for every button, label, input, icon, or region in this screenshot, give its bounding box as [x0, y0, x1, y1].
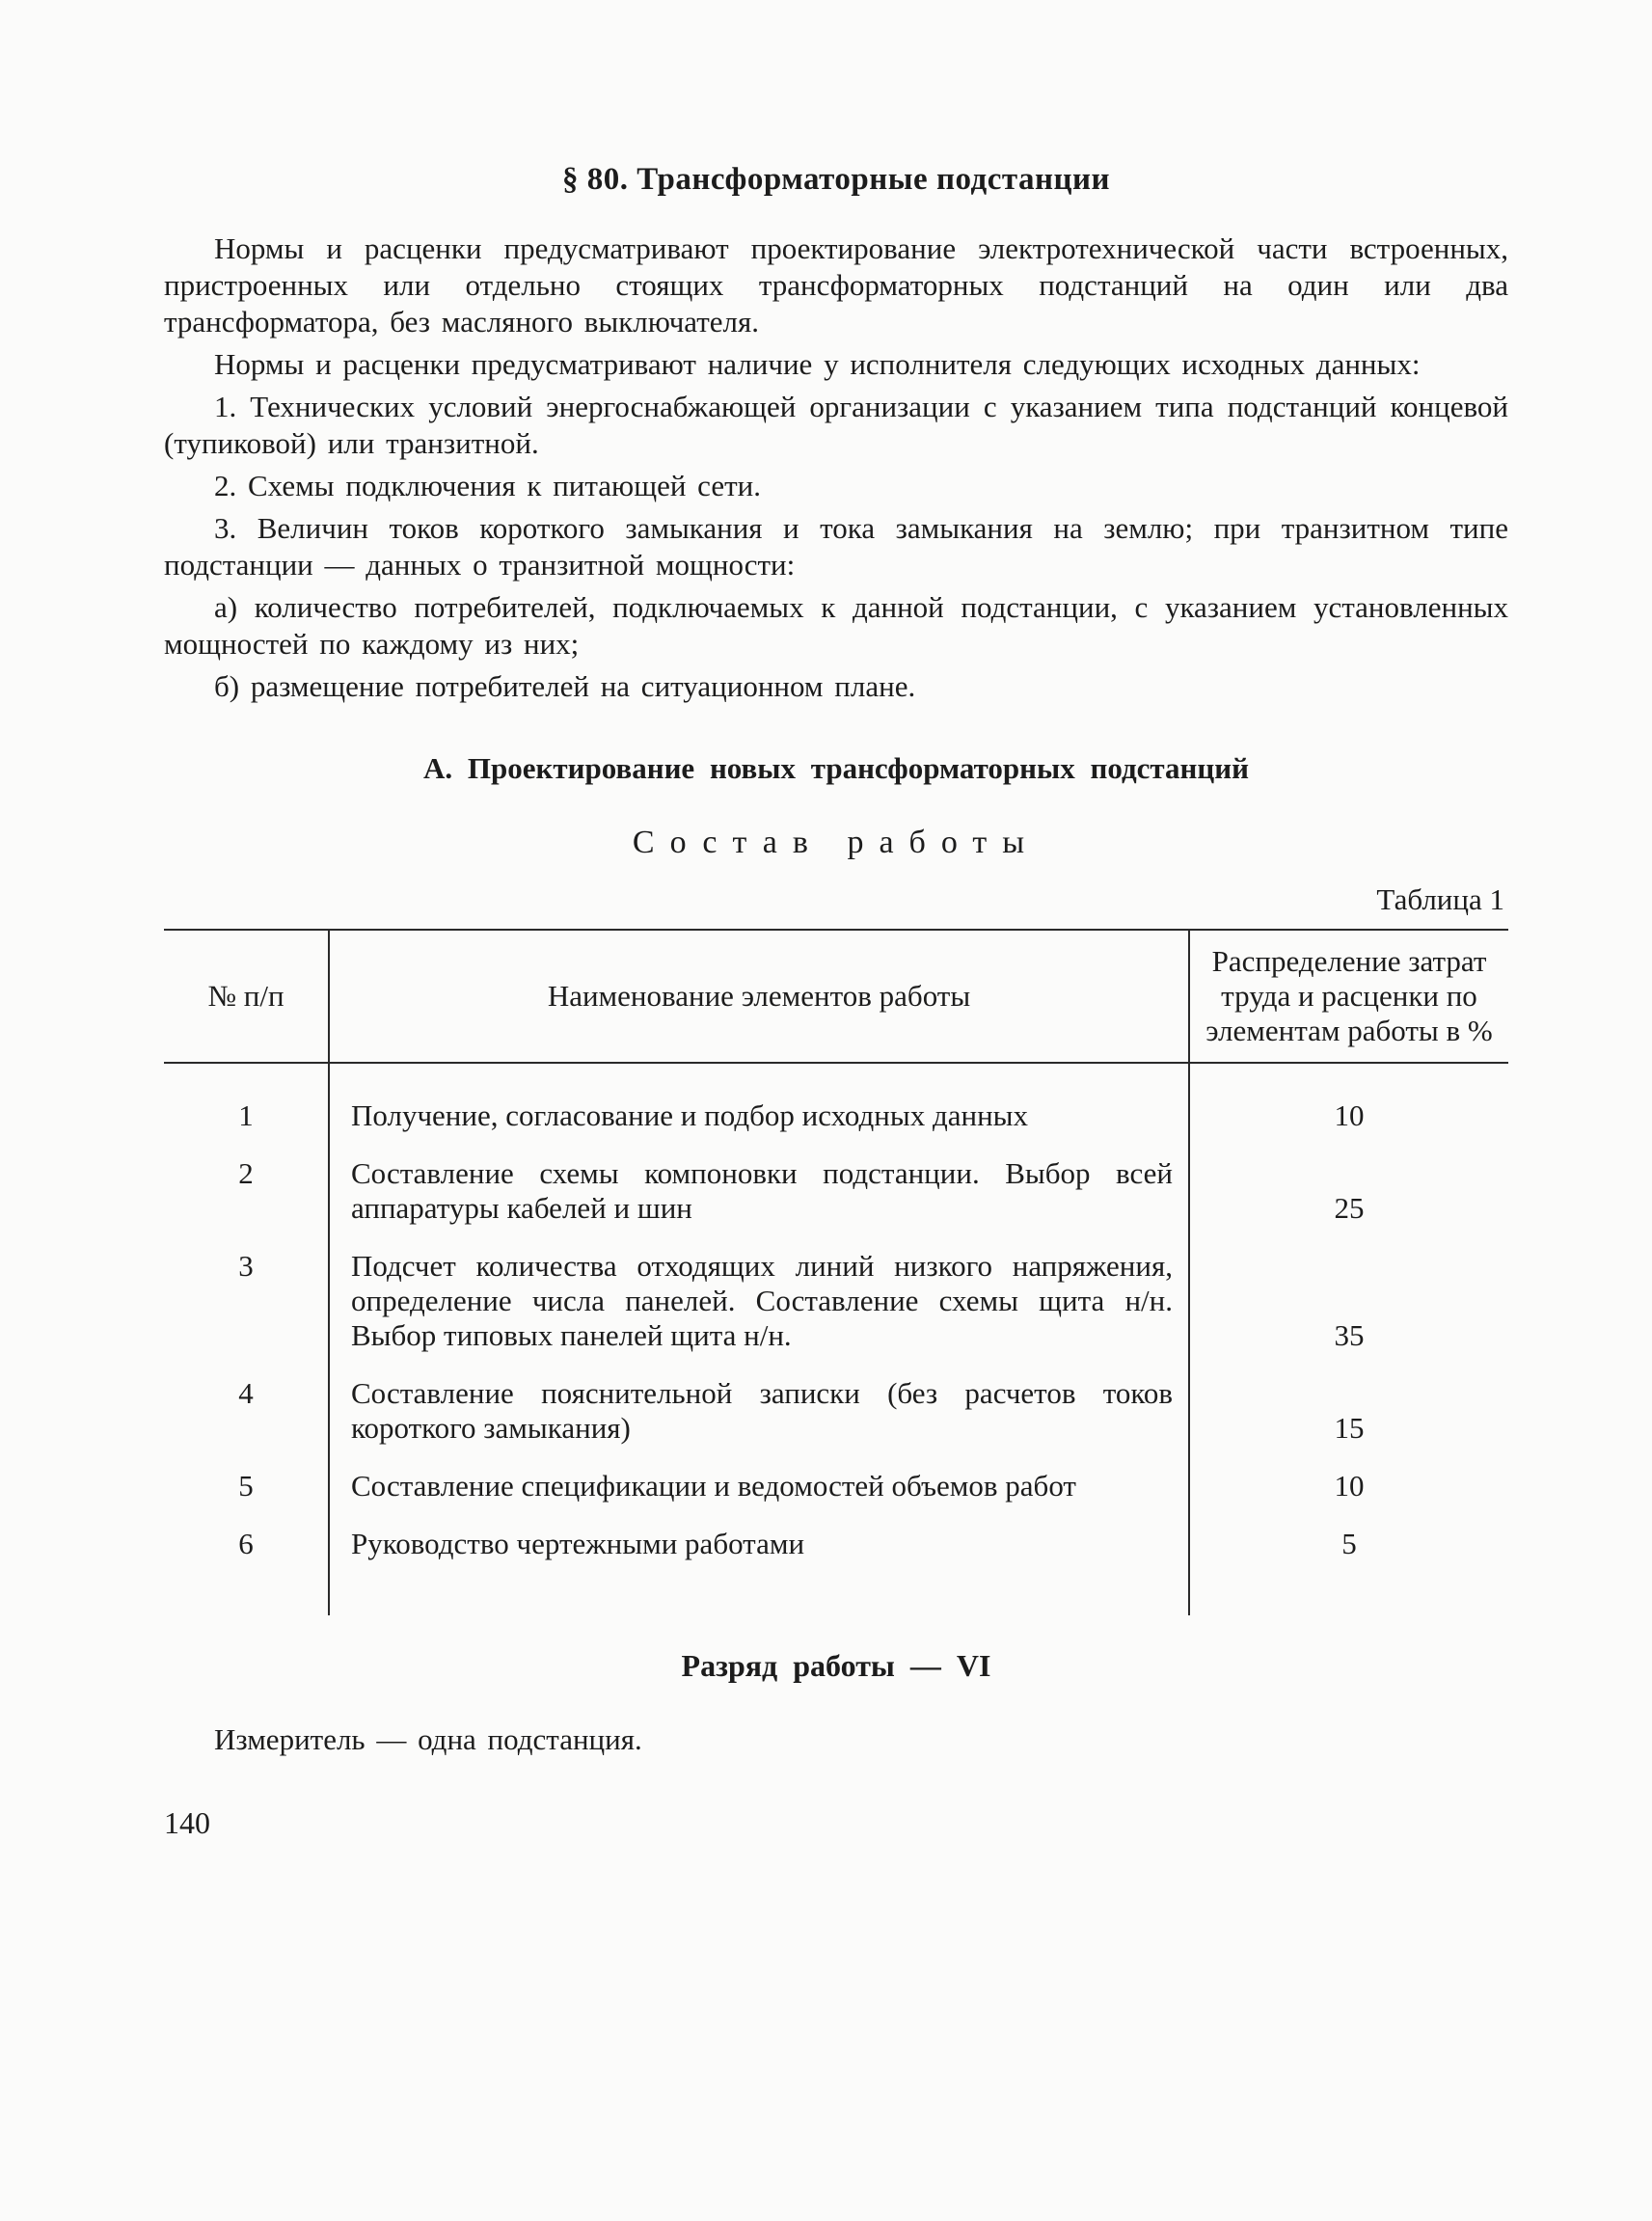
row-name: Подсчет количества отходящих линий низкого напряжения, определение числа панелей. Составление схемы щита н/н. Выбор типовых панелей щита н/н.	[329, 1226, 1189, 1353]
row-name: Получение, согласование и подбор исходных данных	[329, 1063, 1189, 1133]
section-title: § 80. Трансформаторные подстанции	[561, 162, 1111, 197]
row-pct: 10	[1334, 1469, 1365, 1503]
row-num: 4	[164, 1353, 329, 1446]
row-num: 3	[164, 1226, 329, 1353]
paragraph: 3. Величин токов короткого замыкания и тока замыкания на землю; при транзитном типе подстанции — данных о транзитной мощности:	[164, 511, 1508, 582]
work-grade: Разряд работы — VI	[681, 1648, 991, 1683]
row-pct: 5	[1341, 1527, 1357, 1560]
table-header-row	[164, 930, 1508, 1063]
row-num: 5	[164, 1446, 329, 1503]
table-row	[164, 1063, 1508, 1133]
header-pct: Распределение затрат труда и расценки по элементам работы в %	[1189, 930, 1508, 1063]
row-name: Составление схемы компоновки подстанции. Выбор всей аппаратуры кабелей и шин	[329, 1133, 1189, 1226]
row-num: 1	[164, 1063, 329, 1133]
paragraph: Нормы и расценки предусматривают наличие у исполнителя следующих исходных данных:	[214, 347, 1421, 381]
subsection-title: А. Проектирование новых трансформаторных подстанций	[423, 751, 1249, 785]
work-table	[164, 929, 1508, 1615]
paragraph: 1. Технических условий энергоснабжающей организации с указанием типа подстанций концевой (тупиковой) или транзитной.	[164, 390, 1508, 460]
header-name: Наименование элементов работы	[329, 930, 1189, 1063]
row-pct: 25	[1334, 1191, 1365, 1225]
row-name: Составление пояснительной записки (без расчетов токов короткого замыкания)	[329, 1353, 1189, 1446]
document-page	[164, 154, 1508, 2141]
row-name: Руководство чертежными работами	[329, 1503, 1189, 1615]
table-row	[164, 1133, 1508, 1226]
row-num: 6	[164, 1503, 329, 1615]
row-name: Составление спецификации и ведомостей объемов работ	[329, 1446, 1189, 1503]
row-pct: 35	[1334, 1318, 1365, 1352]
table-caption: Таблица 1	[1376, 882, 1504, 916]
paragraph: 2. Схемы подключения к питающей сети.	[214, 469, 761, 502]
page-number: 140	[164, 1805, 210, 1840]
row-pct: 15	[1334, 1411, 1365, 1445]
table-row	[164, 1353, 1508, 1446]
table-row	[164, 1446, 1508, 1503]
header-num: № п/п	[164, 930, 329, 1063]
row-pct: 10	[1334, 1098, 1365, 1132]
measure-unit: Измеритель — одна подстанция.	[214, 1722, 642, 1756]
table-title: Состав работы	[632, 825, 1041, 860]
paragraph: Нормы и расценки предусматривают проектирование электротехнической части встроенных, пристроенных или отдельно стоящих трансформаторных подстанций на один или два трансформатора, без масляного выключателя.	[164, 231, 1508, 339]
table-row	[164, 1226, 1508, 1353]
table-row	[164, 1503, 1508, 1615]
paragraph: б) размещение потребителей на ситуационном плане.	[214, 669, 916, 703]
paragraph: а) количество потребителей, подключаемых к данной подстанции, с указанием установленных мощностей по каждому из них;	[164, 590, 1508, 661]
row-num: 2	[164, 1133, 329, 1226]
